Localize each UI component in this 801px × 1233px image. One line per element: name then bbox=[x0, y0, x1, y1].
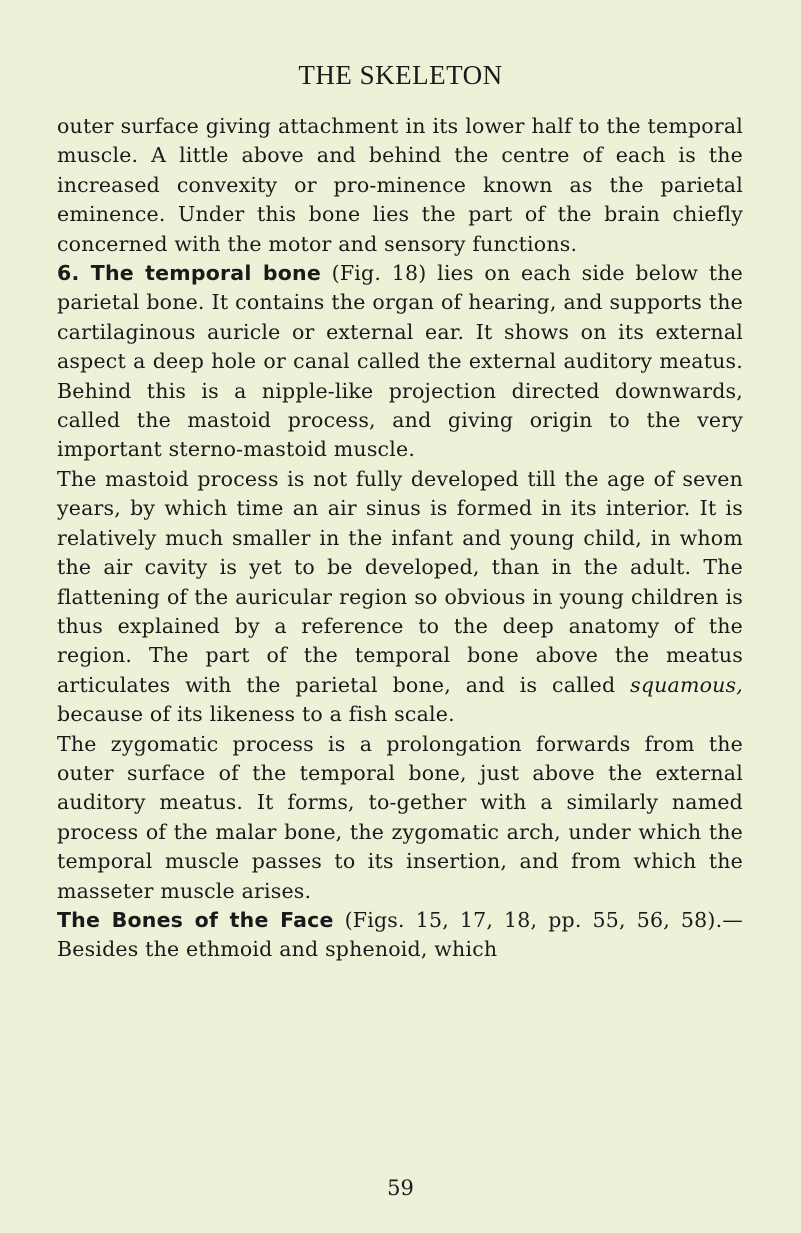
paragraph-parietal-continued: outer surface giving attachment in its lower half to the temporal muscle. A little above and behind the centre of each is the increased convexity or pro-minence known as the parietal eminence. Under this bone lies the part of the brain chiefly concerned with the motor and sensory functions. bbox=[57, 114, 743, 256]
body-text bbox=[57, 112, 743, 965]
section-heading-bones-of-face: The Bones of the Face bbox=[57, 907, 334, 932]
running-head: THE SKELETON bbox=[298, 60, 503, 90]
paragraph-text: (Fig. 18) lies on each side below the parietal bone. It contains the organ of hearing, and supports the cartilaginous auricle or external ear. It shows on its external aspect a deep hole or canal called the external auditory meatus. Behind this is a nipple-like projection directed downwards, called the mastoid process, and giving origin to the very important sterno-mastoid muscle. bbox=[57, 261, 743, 462]
paragraph-zygomatic-process: The zygomatic process is a prolongation forwards from the outer surface of the temporal bone, just above the external auditory meatus. It forms, to-gether with a similarly named process of the malar bone, the zygomatic arch, under which the temporal muscle passes to its insertion, and from which the masseter muscle arises. bbox=[57, 731, 743, 903]
paragraph-text: The mastoid process is not fully developed till the age of seven years, by which time an air sinus is formed in its interior. It is relatively much smaller in the infant and young child, in whom the air cavity is yet to be developed, than in the adult. The flattening of the auricular region so obvious in young children is thus explained by a reference to the deep anatomy of the region. The part of the temporal bone above the meatus articulates with the parietal bone, and is called bbox=[57, 466, 743, 697]
section-heading-temporal-bone: 6. The temporal bone bbox=[57, 261, 321, 286]
paragraph-mastoid-process bbox=[57, 465, 743, 730]
paragraph-temporal-bone bbox=[57, 259, 743, 465]
paragraph-bones-of-face bbox=[57, 906, 743, 965]
paragraph-text: because of its likeness to a fish scale. bbox=[57, 702, 455, 727]
paragraph-text: (Figs. 15, 17, 18, pp. 55, 56, 58).—Besides the ethmoid and sphenoid, which bbox=[57, 907, 743, 962]
italic-term-squamous: squamous, bbox=[630, 672, 743, 697]
page-number: 59 bbox=[387, 1176, 414, 1200]
